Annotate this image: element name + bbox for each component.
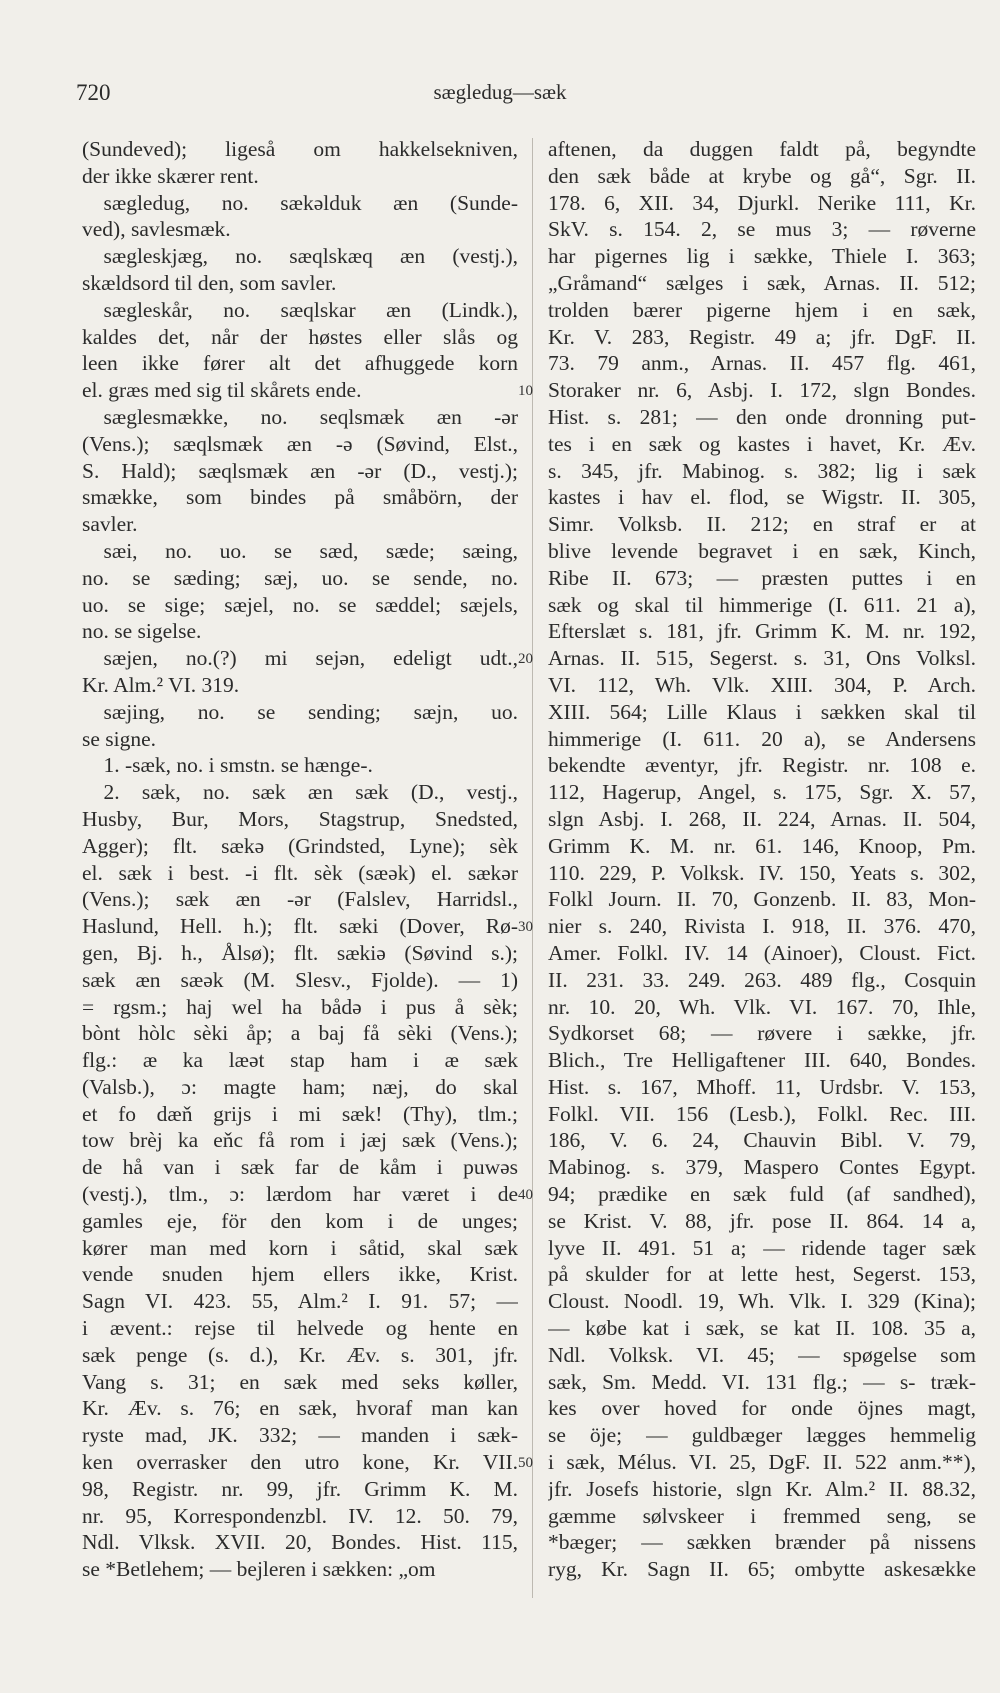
right-column-line: den sæk både at krybe og gå“, Sgr. II. (548, 163, 976, 188)
right-column-line: nr. 10. 20, Wh. Vlk. VI. 167. 70, Ihle, (548, 994, 976, 1019)
left-column (82, 136, 518, 1583)
right-column-line: — købe kat i sæk, se kat II. 108. 35 a, (548, 1316, 976, 1341)
right-column-line: gæmme sølvskeer i fremmed seng, se (548, 1503, 976, 1528)
left-column-line: i ævent.: rejse til helvede og hente en (82, 1316, 518, 1341)
right-column-line: aftenen, da duggen faldt på, begyndte (548, 137, 976, 161)
right-column-line: Simr. Volksb. II. 212; en straf er at (548, 512, 976, 537)
left-column-line: = rgsm.; haj wel ha bådə i pus å sèk; (82, 994, 518, 1019)
left-column-line: ken overrasker den utro kone, Kr. VII. (82, 1450, 518, 1475)
left-column-line: bònt hòlc sèki åp; a baj få sèki (Vens.); (82, 1021, 518, 1046)
right-column-line: II. 231. 33. 249. 263. 489 flg., Cosquin (548, 967, 976, 992)
line-number: 40 (518, 1187, 533, 1204)
left-column-line: smække, som bindes på småbörn, der (82, 485, 518, 510)
left-column-line: no. se sigelse. (82, 619, 202, 644)
right-column (548, 136, 976, 1583)
right-column-line: Storaker nr. 6, Asbj. I. 172, slgn Bondes. (548, 378, 976, 403)
right-column-line: Arnas. II. 515, Segerst. s. 31, Ons Volksl. (548, 646, 976, 671)
left-column-line: Kr. Æv. s. 76; en sæk, hvoraf man kan (82, 1396, 518, 1421)
left-column-line: tow brèj ka eňc få rom i jæj sæk (Vens.); (82, 1128, 518, 1153)
right-column-line: jfr. Josefs historie, slgn Kr. Alm.² II. 88.32, (548, 1476, 976, 1501)
left-column-line: (Valsb.), ɔ: magte ham; næj, do skal (82, 1074, 518, 1099)
left-column-line: et fo dæň grijs i mi sæk! (Thy), tlm.; (82, 1101, 518, 1126)
left-column-line: el. græs med sig til skårets ende. (82, 378, 362, 403)
left-column-line: (Vens.); sæqlsmæk æn -ə (Søvind, Elst., (82, 431, 518, 456)
left-column-line: no. se sæding; sæj, uo. se sende, no. (82, 565, 518, 590)
left-column-line: sæjing, no. se sending; sæjn, uo. (82, 699, 518, 724)
right-column-line: i sæk, Mélus. VI. 25, DgF. II. 522 anm.**), (548, 1450, 976, 1475)
right-column-line: himmerige (I. 611. 20 a), se Andersens (548, 726, 976, 751)
right-column-line: Grimm K. M. nr. 61. 146, Knoop, Pm. (548, 833, 976, 858)
right-column-line: VI. 112, Wh. Vlk. XIII. 304, P. Arch. (548, 672, 976, 697)
right-column-line: 94; prædike en sæk fuld (af sandhed), (548, 1182, 976, 1207)
left-column-line: ryste mad, JK. 332; — manden i sæk- (82, 1423, 518, 1448)
right-column-line: Amer. Folkl. IV. 14 (Ainoer), Cloust. Fict. (548, 940, 976, 965)
right-column-line: sæk og skal til himmerige (I. 611. 21 a), (548, 592, 976, 617)
left-column-line: 98, Registr. nr. 99, jfr. Grimm K. M. (82, 1476, 518, 1501)
right-column-line: Hist. s. 167, Mhoff. 11, Urdsbr. V. 153, (548, 1074, 976, 1099)
right-column-line: sæk, Sm. Medd. VI. 131 flg.; — s- træk- (548, 1369, 976, 1394)
left-column-line: el. sæk i best. -i flt. sèk (sæək) el. sækər (82, 860, 518, 885)
left-column-line: sægledug, no. sækəlduk æn (Sunde- (82, 190, 518, 215)
right-column-line: 112, Hagerup, Angel, s. 175, Sgr. X. 57, (548, 780, 976, 805)
left-column-line: sæjen, no.(?) mi sejən, edeligt udt., (82, 646, 518, 671)
left-column-line: Ndl. Vlksk. XVII. 20, Bondes. Hist. 115, (82, 1530, 518, 1555)
right-column-line: lyve II. 491. 51 a; — ridende tager sæk (548, 1235, 976, 1260)
right-column-line: Ribe II. 673; — præsten puttes i en (548, 565, 976, 590)
left-column-line: (vestj.), tlm., ɔ: lærdom har været i de (82, 1182, 518, 1207)
left-column-line: sægleskår, no. sæqlskar æn (Lindk.), (82, 297, 518, 322)
left-column-line: S. Hald); sæqlsmæk æn -ər (D., vestj.); (82, 458, 518, 483)
right-column-line: Sydkorset 68; — røvere i sække, jfr. (548, 1021, 976, 1046)
right-column-line: Cloust. Noodl. 19, Wh. Vlk. I. 329 (Kina); (548, 1289, 976, 1314)
right-column-line: XIII. 564; Lille Klaus i sækken skal til (548, 699, 976, 724)
left-column-line: 1. -sæk, no. i smstn. se hænge-. (82, 753, 373, 778)
right-column-line: kastes i hav el. flod, se Wigstr. II. 305, (548, 485, 976, 510)
right-column-line: blive levende begravet i en sæk, Kinch, (548, 538, 976, 563)
right-column-line: Hist. s. 281; — den onde dronning put- (548, 404, 976, 429)
right-column-line: Folkl. VII. 156 (Lesb.), Folkl. Rec. III. (548, 1101, 976, 1126)
left-column-line: sæk æn sæək (M. Slesv., Fjolde). — 1) (82, 967, 518, 992)
left-column-line: se *Betlehem; — bejleren i sækken: „om (82, 1557, 436, 1582)
right-column-line: Mabinog. s. 379, Maspero Contes Egypt. (548, 1155, 976, 1180)
left-column-line: gamles eje, för den kom i de unges; (82, 1208, 518, 1233)
right-column-line: Blich., Tre Helligaftener III. 640, Bondes. (548, 1048, 976, 1073)
right-column-line: har pigernes lig i sække, Thiele I. 363; (548, 244, 976, 269)
left-column-line: vende snuden hjem ellers ikke, Krist. (82, 1262, 518, 1287)
right-column-line: trolden bærer pigerne hjem i en sæk, (548, 297, 976, 322)
left-column-line: sæglesmække, no. seqlsmæk æn -ər (82, 404, 518, 429)
left-column-line: Haslund, Hell. h.); flt. sæki (Dover, Rø- (82, 914, 518, 939)
left-column-line: se signe. (82, 726, 157, 751)
right-column-line: Efterslæt s. 181, jfr. Grimm K. M. nr. 192, (548, 619, 976, 644)
column-divider (532, 138, 533, 1598)
right-column-line: se öje; — guldbæger lægges hemmelig (548, 1423, 976, 1448)
left-column-line: Vang s. 31; en sæk med seks køller, (82, 1369, 518, 1394)
left-column-line: sæk penge (s. d.), Kr. Æv. s. 301, jfr. (82, 1342, 518, 1367)
left-column-line: savler. (82, 512, 138, 537)
right-column-line: „Gråmand“ sælges i sæk, Arnas. II. 512; (548, 270, 976, 295)
line-number: 10 (518, 383, 533, 400)
running-head: sægledug—sæk (433, 80, 567, 104)
left-column-line: skældsord til den, som savler. (82, 270, 337, 295)
page-number: 720 (76, 80, 111, 105)
right-column-line: nier s. 240, Rivista I. 918, II. 376. 470, (548, 914, 976, 939)
right-column-line: 178. 6, XII. 34, Djurkl. Nerike 111, Kr. (548, 190, 976, 215)
left-column-line: Husby, Bur, Mors, Stagstrup, Snedsted, (82, 806, 518, 831)
left-column-line: kører man med korn i såtid, skal sæk (82, 1235, 518, 1260)
right-column-line: 186, V. 6. 24, Chauvin Bibl. V. 79, (548, 1128, 976, 1153)
right-column-line: Kr. V. 283, Registr. 49 a; jfr. DgF. II. (548, 324, 976, 349)
right-column-line: bekendte æventyr, jfr. Registr. nr. 108 e. (548, 753, 976, 778)
right-column-line: *bæger; — sækken brænder på nissens (548, 1530, 976, 1555)
left-column-line: ved), savlesmæk. (82, 217, 231, 242)
left-column-line: Sagn VI. 423. 55, Alm.² I. 91. 57; — (82, 1289, 518, 1314)
right-column-line: SkV. s. 154. 2, se mus 3; — røverne (548, 217, 976, 242)
left-column-line: der ikke skærer rent. (82, 163, 259, 188)
left-column-line: sægleskjæg, no. sæqlskæq æn (vestj.), (82, 244, 518, 269)
left-column-line: sæi, no. uo. se sæd, sæde; sæing, (82, 538, 518, 563)
line-number: 30 (518, 919, 533, 936)
left-column-line: 2. sæk, no. sæk æn sæk (D., vestj., (82, 780, 518, 805)
left-column-line: (Vens.); sæk æn -ər (Falslev, Harridsl., (82, 887, 518, 912)
right-column-line: s. 345, jfr. Mabinog. s. 382; lig i sæk (548, 458, 976, 483)
left-column-line: leen ikke fører alt det afhuggede korn (82, 351, 518, 376)
left-column-line: flg.: æ ka læət stap ham i æ sæk (82, 1048, 518, 1073)
left-column-line: uo. se sige; sæjel, no. se sæddel; sæjels, (82, 592, 518, 617)
left-column-line: de hå van i sæk far de kåm i puwəs (82, 1155, 518, 1180)
right-column-line: kes over hoved for onde öjnes magt, (548, 1396, 976, 1421)
right-column-line: slgn Asbj. I. 268, II. 224, Arnas. II. 504, (548, 806, 976, 831)
right-column-line: tes i en sæk og kastes i havet, Kr. Æv. (548, 431, 976, 456)
line-number: 20 (518, 651, 533, 668)
right-column-line: Folkl Journ. II. 70, Gonzenb. II. 83, Mon- (548, 887, 976, 912)
line-number: 50 (518, 1455, 533, 1472)
right-column-line: ryg, Kr. Sagn II. 65; ombytte askesække (548, 1557, 976, 1582)
right-column-line: 110. 229, P. Volksk. IV. 150, Yeats s. 302, (548, 860, 976, 885)
right-column-line: Ndl. Volksk. VI. 45; — spøgelse som (548, 1342, 976, 1367)
right-column-line: på skulder for at lette hest, Segerst. 153, (548, 1262, 976, 1287)
left-column-line: kaldes det, når der høstes eller slås og (82, 324, 518, 349)
right-column-line: se Krist. V. 88, jfr. pose II. 864. 14 a, (548, 1208, 976, 1233)
right-column-line: 73. 79 anm., Arnas. II. 457 flg. 461, (548, 351, 976, 376)
left-column-line: Kr. Alm.² VI. 319. (82, 672, 240, 697)
left-column-line: nr. 95, Korrespondenzbl. IV. 12. 50. 79, (82, 1503, 518, 1528)
left-column-line: gen, Bj. h., Ålsø); flt. sækiə (Søvind s.); (82, 940, 518, 965)
left-column-line: Agger); flt. sækə (Grindsted, Lyne); sèk (82, 833, 518, 858)
left-column-line: (Sundeved); ligeså om hakkelsekniven, (82, 137, 518, 161)
